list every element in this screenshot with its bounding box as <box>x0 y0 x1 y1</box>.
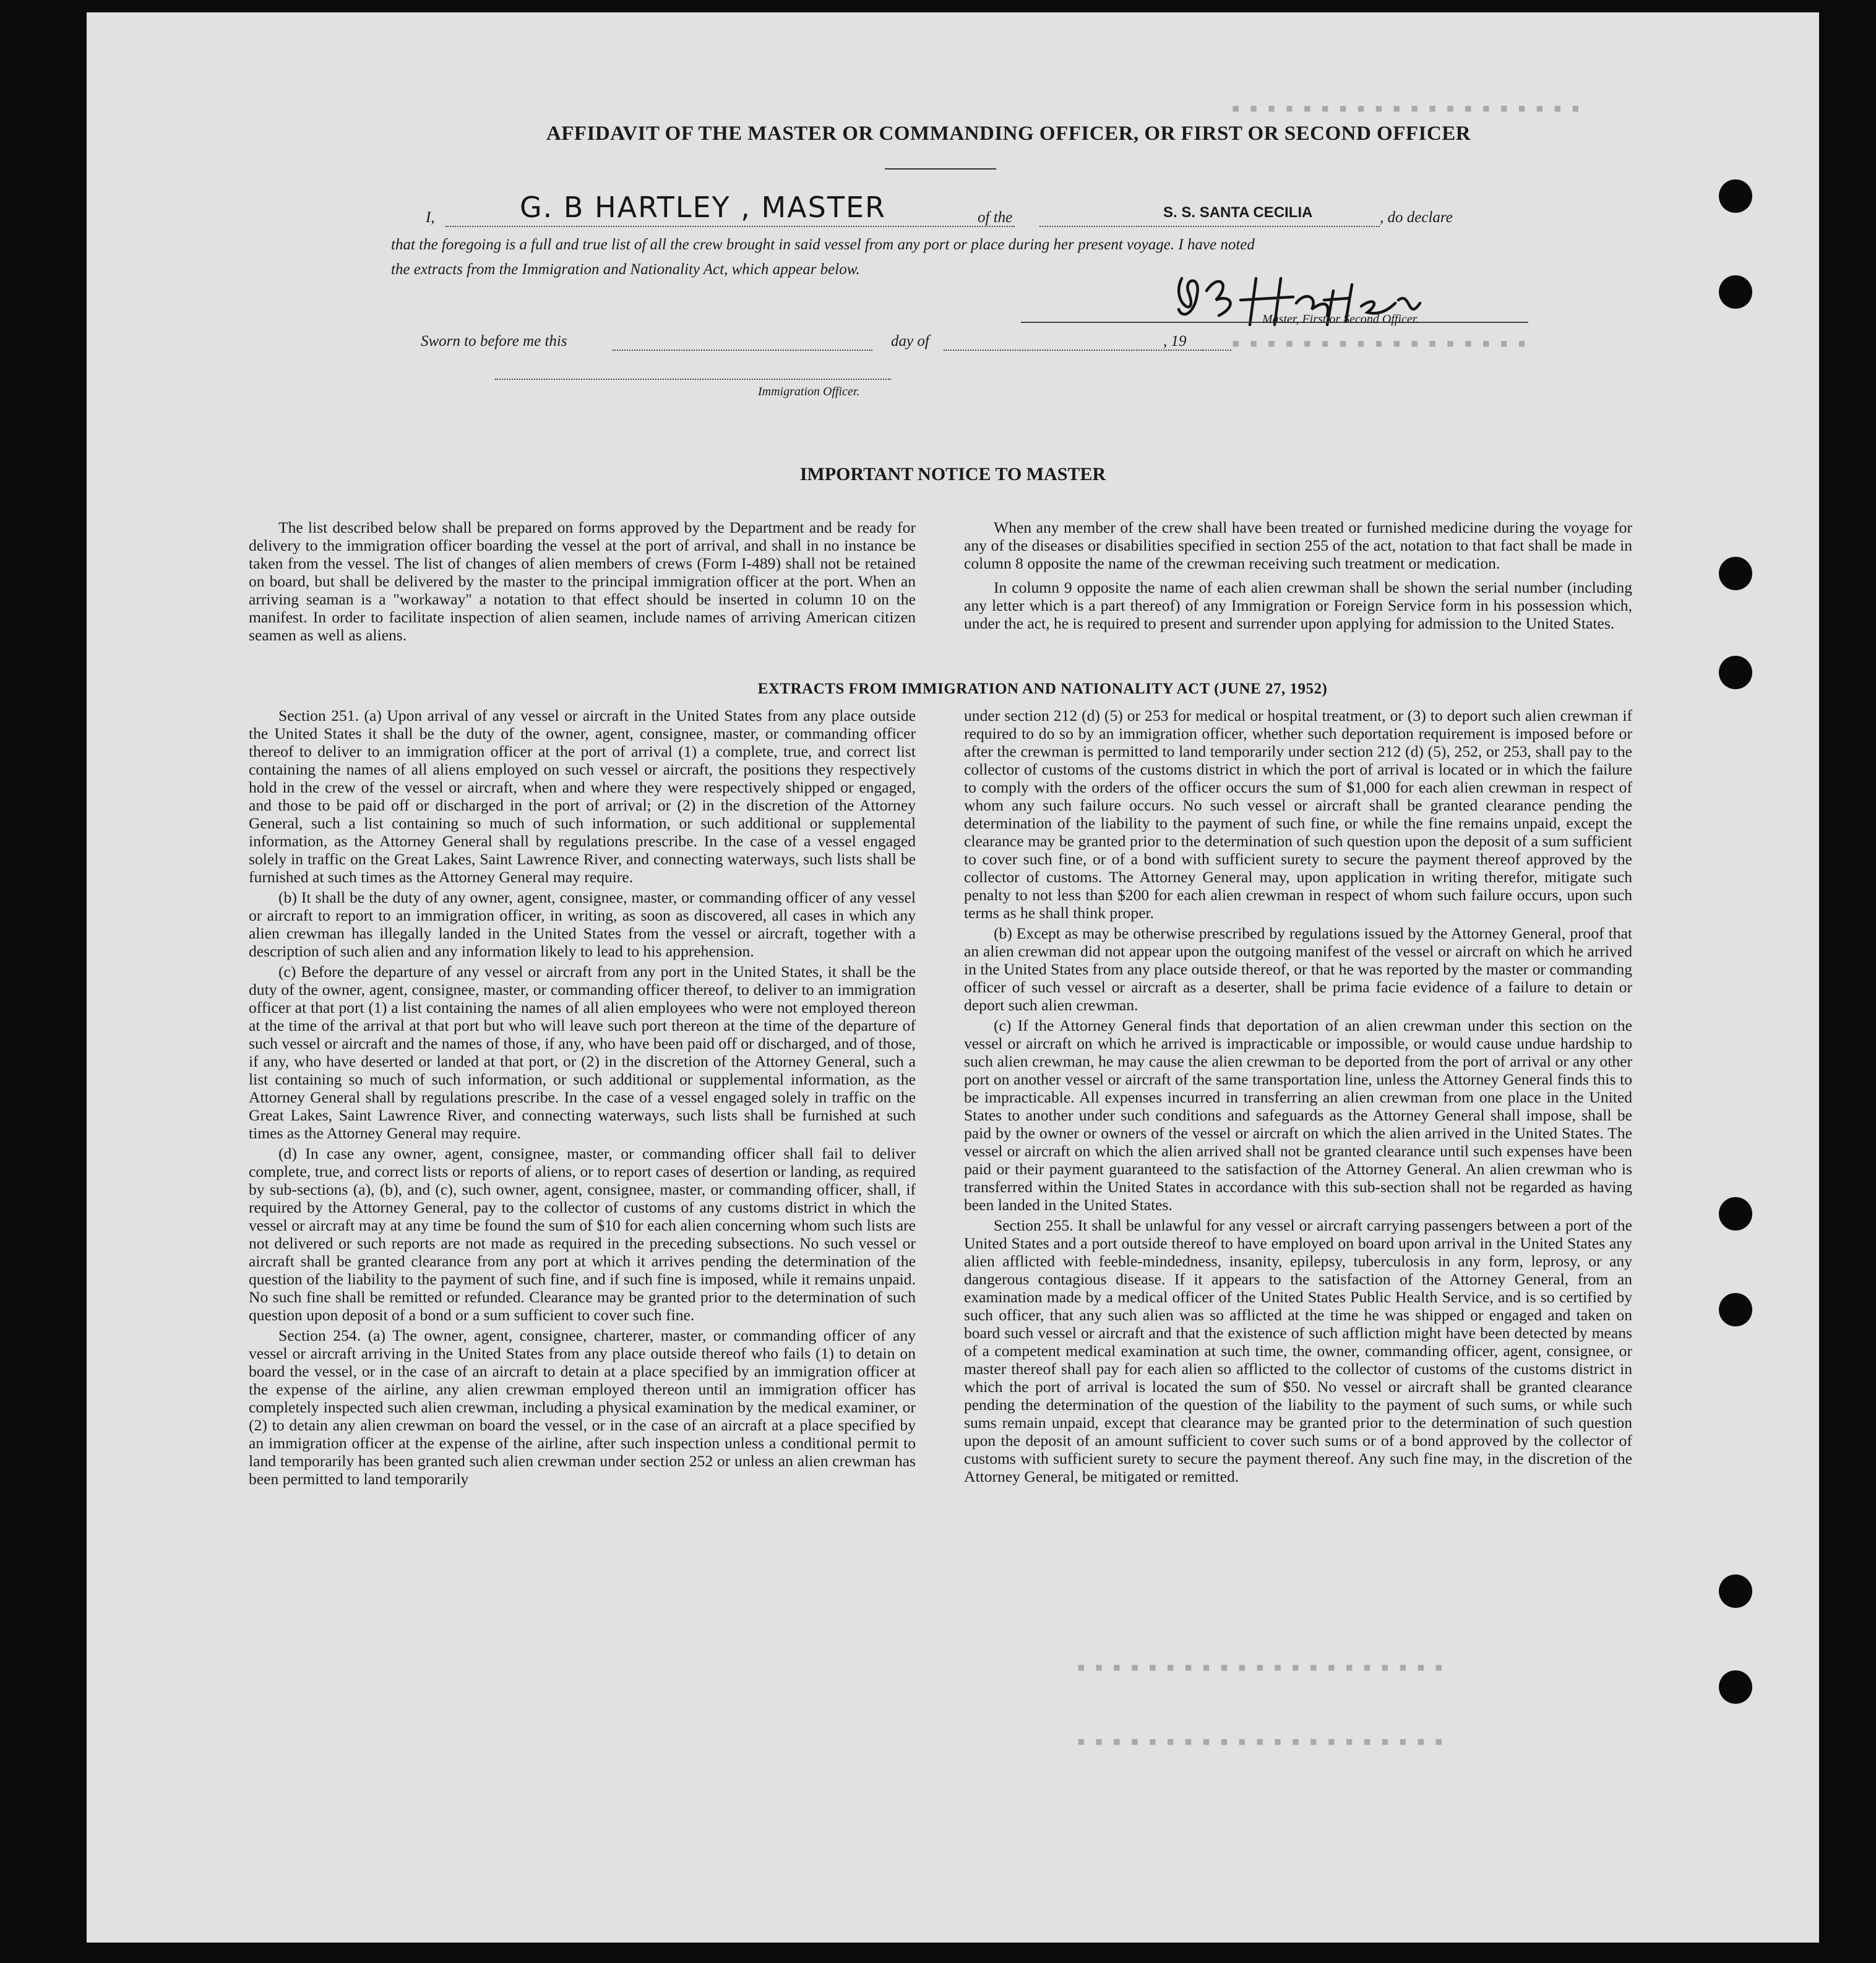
master-name-handwritten: G. B HARTLEY , MASTER <box>520 191 886 224</box>
bleed-through-marks: ▪ ▪ ▪ ▪ ▪ ▪ ▪ ▪ ▪ ▪ ▪ ▪ ▪ ▪ ▪ ▪ ▪ ▪ ▪ ▪ <box>1231 99 1580 116</box>
extract-paragraph: (b) Except as may be otherwise prescribed by regulations issued by the Attorney General, proof that an alien crewman did not appear upon the outgoing manifest of the vessel or aircraft on which he arrived in the United States from any place outside thereof, or that he was reported by the master or commanding officer of such vessel or aircraft as a deserter, shall be prima facie evidence of a failure to detain or deport such alien crewman. <box>964 924 1632 1014</box>
extract-paragraph: (b) It shall be the duty of any owner, agent, consignee, master, or commanding officer of any vessel or aircraft to report to an immigration officer, in writing, as soon as discovered, all cases in which any alien crewman has illegally landed in the United States from the vessel or aircraft, together with a description of such alien and any information likely to lead to his apprehension. <box>249 888 916 960</box>
extract-paragraph: under section 212 (d) (5) or 253 for medical or hospital treatment, or (3) to deport such alien crewman if required to do so by an immigration officer, whether such deportation requirement is imposed before or after the crewman is permitted to land temporarily under section 212 (d) (5), 252, or 253, shall pay to the collector of customs of the customs district in which the port of arrival is located or in which the failure to comply with the orders of the officer occurs the sum of $1,000 for each alien crewman in respect of whom any such failure occurs. No such vessel or aircraft shall be granted clearance pending the determination of the liability to the payment of such fine, or while the fine remains unpaid, except the clearance may be granted prior to the determination of such question upon the deposit of a sum sufficient to cover such fine, or of a bond with sufficient surety to secure the payment thereof approved by the collector of customs. The Attorney General may, upon application in writing therefor, mitigate such penalty to not less than $200 for each alien crewman in respect of whom such failure occurs, upon such terms as he shall think proper. <box>964 707 1632 922</box>
year-prefix: , 19 <box>1163 333 1187 350</box>
extract-paragraph: Section 251. (a) Upon arrival of any vessel or aircraft in the United States from any place outside the United States it shall be the duty of the owner, agent, consignee, master, or commanding officer thereof to deliver to an immigration officer at the port of arrival (1) a complete, true, and correct list containing the names of all aliens employed on such vessel or aircraft, the positions they respectively hold in the crew of the vessel or aircraft, when and where they were respectively shipped or engaged, and those to be paid off or discharged in the port of arrival; or (2) in the discretion of the Attorney General, such a list containing so much of such information, or such additional or supplemental information, as the Attorney General shall by regulations prescribe. In the case of a vessel engaged solely in traffic on the Great Lakes, Saint Lawrence River, and connecting waterways, such lists shall be furnished at such times as the Attorney General may require. <box>249 707 916 886</box>
bleed-through-marks-4: ▪ ▪ ▪ ▪ ▪ ▪ ▪ ▪ ▪ ▪ ▪ ▪ ▪ ▪ ▪ ▪ ▪ ▪ ▪ ▪ ▪ <box>1077 1732 1444 1750</box>
extract-paragraph: (c) Before the departure of any vessel or aircraft from any port in the United States, it shall be the duty of the owner, agent, consignee, master, or commanding officer thereof, to deliver to an immigration officer at that port (1) a list containing the names of all alien employees who were not employed thereon at the time of the arrival at that port but who will leave such port thereon at the time of the departure of such vessel or aircraft and the names of those, if any, who have been paid off or discharged, and of those, if any, who have deserted or landed at that port, or (2) in the discretion of the Attorney General, such a list containing so much of such information, or such additional or supplemental information, as the Attorney General shall by regulations prescribe. In the case of a vessel engaged solely in traffic on the Great Lakes, Saint Lawrence River, and connecting waterways, such lists shall be furnished at such times as the Attorney General may require. <box>249 963 916 1142</box>
notice-left-column <box>249 518 916 646</box>
binder-hole <box>1719 656 1752 689</box>
sworn-day-line <box>613 350 872 351</box>
binder-hole <box>1719 1574 1752 1608</box>
notice-right-paragraph-2: In column 9 opposite the name of each alien crewman shall be shown the serial number (including any letter which is a part thereof) of any Immigration or Foreign Service form in his possession which, under the act, he is required to present and surrender upon applying for admission to the United States. <box>964 578 1632 632</box>
immigration-officer-label: Immigration Officer. <box>758 385 860 398</box>
signature-label: Master, First or Second Officer. <box>1262 312 1419 326</box>
binder-hole <box>1719 1197 1752 1231</box>
bleed-through-marks-2: ▪ ▪ ▪ ▪ ▪ ▪ ▪ ▪ ▪ ▪ ▪ ▪ ▪ ▪ ▪ ▪ ▪ <box>1231 334 1526 351</box>
affidavit-line-3: the extracts from the Immigration and Nationality Act, which appear below. <box>391 261 860 278</box>
bleed-through-marks-3: ▪ ▪ ▪ ▪ ▪ ▪ ▪ ▪ ▪ ▪ ▪ ▪ ▪ ▪ ▪ ▪ ▪ ▪ ▪ ▪ ▪ <box>1077 1658 1444 1675</box>
binder-hole <box>1719 557 1752 590</box>
extracts-right-column <box>964 707 1632 1488</box>
of-the-label: of the <box>978 209 1013 226</box>
notice-left-paragraph: The list described below shall be prepared on forms approved by the Department and be ready for delivery to the immigration officer boarding the vessel at the port of arrival, and shall in no instance be taken from the vessel. The list of changes of alien members of crews (Form I-489) shall not be retained on board, but shall be delivered by the master to the principal immigration officer at the port. When an arriving seaman is a "workaway" a notation to that effect should be inserted in column 10 on the manifest. In order to facilitate inspection of alien seamen, include names of arriving American citizen seamen as well as aliens. <box>249 518 916 644</box>
binder-hole <box>1719 1670 1752 1704</box>
vessel-name: S. S. SANTA CECILIA <box>1163 204 1313 221</box>
title-underline <box>885 168 996 170</box>
day-of-label: day of <box>891 333 929 350</box>
affidavit-line-2: that the foregoing is a full and true list of all the crew brought in said vessel from any port or place during her present voyage. I have noted <box>391 236 1255 253</box>
extract-paragraph: (c) If the Attorney General finds that deportation of an alien crewman under this section on the vessel or aircraft on which he arrived is impracticable or impossible, or would cause undue hardship to such alien crewman, he may cause the alien crewman to be deported from the port of arrival or any other port on another vessel or aircraft of the same transportation line, unless the Attorney General finds this to be impracticable. All expenses incurred in transferring an alien crewman from one place in the United States to another under such conditions and safeguards as the Attorney General shall impose, shall be paid by the owner or owners of the vessel or aircraft on which the alien arrived in the United States. The vessel or aircraft on which the alien arrived shall not be granted clearance until such expenses have been paid or their payment guaranteed to the satisfaction of the Attorney General. An alien crewman who is transferred within the United States in accordance with this sub-section shall not be regarded as having been landed in the United States. <box>964 1016 1632 1214</box>
extract-paragraph: Section 255. It shall be unlawful for any vessel or aircraft carrying passengers between a port of the United States and a port outside thereof to have employed on board upon arrival in the United States any alien afflicted with feeble-mindedness, insanity, epilepsy, tuberculosis in any form, leprosy, or any dangerous contagious disease. If it appears to the satisfaction of the Attorney General, from an examination made by a medical officer of the United States Public Health Service, and is so certified by such officer, that any such alien was so afflicted at the time he was shipped or engaged and taken on board such vessel or aircraft and that the existence of such affliction might have been detected by means of a competent medical examination at such time, the owner, commanding officer, agent, consignee, or master thereof shall pay for each alien so afflicted to the collector of customs of the customs district in which the port of arrival is located the sum of $50. No vessel or aircraft shall be granted clearance pending the determination of the question of the liability to the payment of such sums, or while such sums remain unpaid, except that clearance may be granted prior to the determination of such question upon the deposit of an amount sufficient to cover such sums or of a bond approved by the collector of customs with sufficient surety to secure the payment thereof. Any such fine may, in the discretion of the Attorney General, be mitigated or remitted. <box>964 1216 1632 1485</box>
sworn-year-line <box>1200 350 1231 351</box>
binder-hole <box>1719 275 1752 309</box>
notice-right-paragraph-1: When any member of the crew shall have been treated or furnished medicine during the voyage for any of the diseases or disabilities specified in section 255 of the act, notation to that fact shall be made in column 8 opposite the name of the crewman receiving such treatment or medication. <box>964 518 1632 572</box>
affidavit-title: AFFIDAVIT OF THE MASTER OR COMMANDING OFFICER, OR FIRST OR SECOND OFFICER <box>546 122 1471 145</box>
binder-hole <box>1719 1293 1752 1326</box>
extracts-title: EXTRACTS FROM IMMIGRATION AND NATIONALITY ACT (JUNE 27, 1952) <box>757 681 1328 697</box>
do-declare-label: , do declare <box>1380 209 1453 226</box>
immigration-officer-line <box>495 379 891 380</box>
extract-paragraph: (d) In case any owner, agent, consignee, master, or commanding officer shall fail to deliver complete, true, and correct lists or reports of aliens, or to report cases of desertion or landing, as required by sub-sections (a), (b), and (c), such owner, agent, consignee, master, or commanding officer, shall, if required by the Attorney General, pay to the collector of customs of any customs district in which the vessel or aircraft may at any time be found the sum of $10 for each alien concerning whom such lists are not delivered or such reports are not made as required in the preceding subsections. No such vessel or aircraft shall be granted clearance from any port at which it arrives pending the determination of the question of the liability to the payment of such fine, and if such fine is imposed, while it remains unpaid. No such fine shall be remitted or refunded. Clearance may be granted prior to the determination of such question upon deposit of a bond or a sum sufficient to cover such fine. <box>249 1145 916 1324</box>
binder-hole <box>1719 179 1752 213</box>
sworn-prefix: Sworn to before me this <box>421 333 567 350</box>
document-page <box>87 12 1819 1943</box>
extracts-left-column <box>249 707 916 1490</box>
notice-right-column <box>964 518 1632 635</box>
declare-prefix: I, <box>426 209 435 226</box>
name-line <box>445 226 1015 227</box>
extract-paragraph: Section 254. (a) The owner, agent, consignee, charterer, master, or commanding officer of any vessel or aircraft arriving in the United States from any place outside thereof who fails (1) to detain on board the vessel, or in the case of an aircraft to detain at a place specified by an immigration officer at the expense of the airline, any alien crewman employed thereon until an immigration officer has completely inspected such alien crewman, including a physical examination by the medical examiner, or (2) to detain any alien crewman on board the vessel, or in the case of an aircraft at a place specified by an immigration officer at the expense of the airline, after such inspection unless a conditional permit to land temporarily has been granted such alien crewman under section 252 or unless an alien crewman has been permitted to land temporarily <box>249 1326 916 1488</box>
vessel-line <box>1039 226 1380 227</box>
notice-title: IMPORTANT NOTICE TO MASTER <box>799 464 1106 484</box>
